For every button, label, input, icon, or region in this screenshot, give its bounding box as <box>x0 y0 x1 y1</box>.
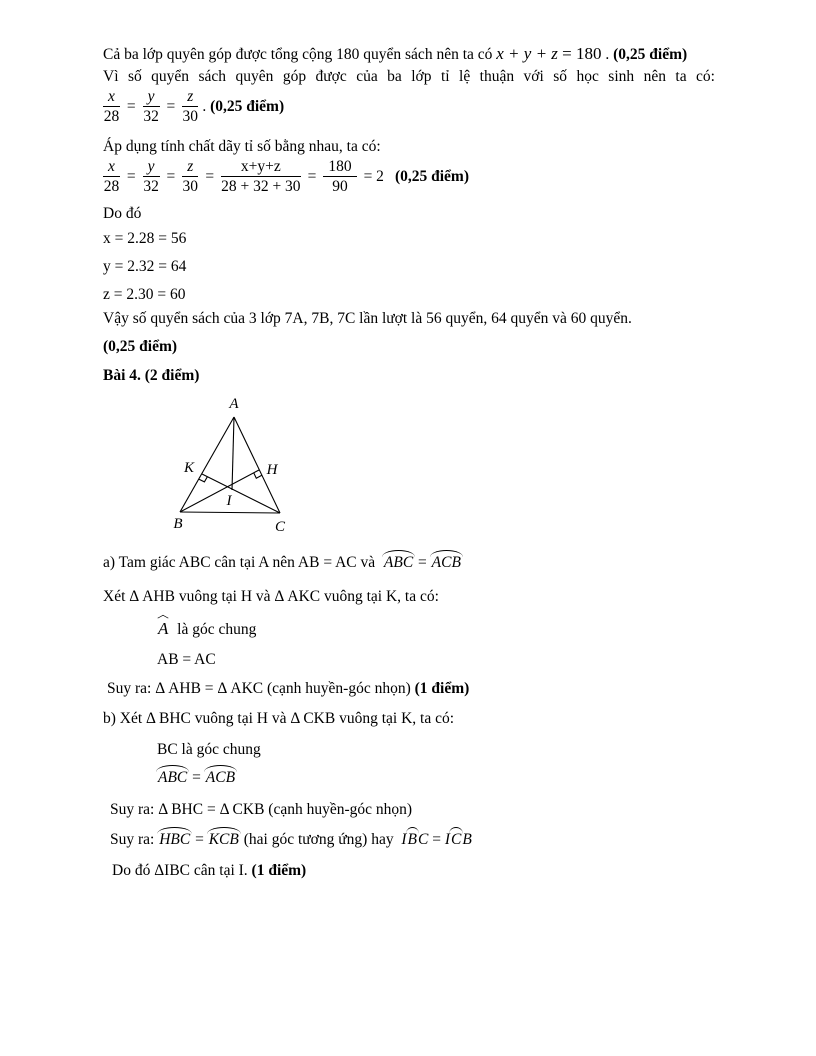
point-label-H: H <box>266 462 278 478</box>
common-side-line: BC là góc chung <box>157 741 261 758</box>
numerator: z <box>182 158 198 177</box>
right-angle-mark-K <box>199 477 207 482</box>
part-b-angles <box>110 830 472 849</box>
fraction <box>182 88 198 125</box>
ratio-equation-2 <box>103 158 469 195</box>
line-conclusion: Vậy số quyển sách của 3 lớp 7A, 7B, 7C lần lượt là 56 quyển, 64 quyển và 60 quyển. <box>103 310 632 327</box>
common-angle-line <box>157 618 256 639</box>
equals-sign: = <box>166 97 176 115</box>
fraction <box>143 158 160 195</box>
ratio-equation-1 <box>103 88 284 125</box>
points-badge: (0,25 điểm) <box>210 97 285 115</box>
angle-ACB: ACB <box>431 554 461 571</box>
angle-B-arc: B <box>407 831 417 848</box>
equals-sign: = <box>414 554 431 571</box>
angle-A-hat: A <box>158 619 169 638</box>
line-apply-property: Áp dụng tính chất dãy tỉ số bằng nhau, ta có: <box>103 138 381 155</box>
equation-y: y = 2.32 = 64 <box>103 258 187 275</box>
problem-4-heading: Bài 4. (2 điểm) <box>103 367 200 384</box>
denominator: 30 <box>182 108 199 126</box>
text-run: Suy ra: Δ AHB = Δ AKC (cạnh huyền-góc nhọn) <box>107 680 415 697</box>
right-angle-mark-H <box>254 473 262 478</box>
denominator: 28 + 32 + 30 <box>221 178 301 196</box>
vertex-label-B: B <box>173 516 183 532</box>
result-value: = 2 <box>363 167 384 185</box>
denominator: 28 <box>103 108 120 126</box>
part-a-statement <box>103 553 462 572</box>
points-badge: (0,25 điểm) <box>103 338 178 355</box>
equal-sides-line: AB = AC <box>157 651 216 668</box>
equals-sign: = <box>205 167 215 185</box>
text-run: (hai góc tương ứng) hay <box>239 831 402 848</box>
equation-x: x = 2.28 = 56 <box>103 230 187 247</box>
angle-KCB: KCB <box>208 831 239 848</box>
angle-C-arc: C <box>450 831 462 848</box>
text-run: là góc chung <box>169 621 257 638</box>
line-total-books <box>103 43 687 64</box>
angle-ABC: ABC <box>383 554 414 571</box>
denominator: 32 <box>143 178 159 196</box>
equals-sign: = <box>166 167 176 185</box>
side-BC <box>180 512 280 513</box>
numerator: x+y+z <box>221 158 300 177</box>
denominator: 28 <box>103 178 120 196</box>
numerator: y <box>143 158 160 177</box>
points-badge: (0,25 điểm) <box>613 46 688 63</box>
numerator: y <box>143 88 160 107</box>
fraction <box>182 158 198 195</box>
text-run: Suy ra: <box>110 831 159 848</box>
numerator: z <box>182 88 198 107</box>
equals-sign: = <box>126 97 136 115</box>
separator: . <box>601 46 614 63</box>
vertex-label-A: A <box>229 396 239 412</box>
equals-sign: = <box>307 167 317 185</box>
vertex-label-C: C <box>274 519 286 535</box>
point-label-K: K <box>183 460 195 476</box>
geometry-diagram <box>158 392 308 549</box>
equals-sign: = <box>191 831 208 848</box>
text-run: a) Tam giác ABC cân tại A nên AB = AC và <box>103 554 383 571</box>
denominator: 90 <box>332 178 348 196</box>
math-eq180: = 180 <box>557 44 602 63</box>
letter-I: I <box>401 831 407 848</box>
fraction <box>103 88 120 125</box>
part-b-congruence: Suy ra: Δ BHC = Δ CKB (cạnh huyền-góc nhọn) <box>110 801 413 818</box>
math-xyz: x + y + z <box>496 44 558 63</box>
denominator: 30 <box>182 178 199 196</box>
points-badge: (1 điểm) <box>414 680 470 697</box>
triangle-figure <box>158 392 308 544</box>
segment-AI <box>232 417 234 490</box>
points-badge: (1 điểm) <box>251 862 307 879</box>
numerator: x <box>103 88 120 107</box>
line-proportional: Vì số quyển sách quyên góp được của ba lớp tỉ lệ thuận với số học sinh nên ta có: <box>103 68 715 85</box>
line-therefore: Do đó <box>103 205 142 222</box>
numerator: 180 <box>323 158 356 177</box>
part-b-consider: b) Xét Δ BHC vuông tại H và Δ CKB vuông tại K, ta có: <box>103 710 455 727</box>
points-badge: (0,25 điểm) <box>394 167 469 185</box>
equal-angles-line <box>157 768 236 787</box>
letter-B: B <box>462 831 472 848</box>
letter-I: I <box>444 831 450 848</box>
text-run: Do đó ΔIBC cân tại I. <box>112 862 252 879</box>
equals-sign: = <box>188 769 205 786</box>
equals-sign: = <box>428 831 445 848</box>
part-a-conclusion <box>107 679 469 698</box>
letter-C: C <box>417 831 429 848</box>
fraction <box>103 158 120 195</box>
denominator: 32 <box>143 108 159 126</box>
equation-z: z = 2.30 = 60 <box>103 286 186 303</box>
angle-ABC: ABC <box>158 769 188 786</box>
part-b-conclusion <box>112 861 306 880</box>
fraction <box>221 158 300 195</box>
equals-sign: = <box>126 167 136 185</box>
text-run: Cả ba lớp quyên góp được tổng cộng 180 quyển sách nên ta có <box>103 46 497 63</box>
numerator: x <box>103 158 120 177</box>
fraction <box>323 158 356 195</box>
fraction <box>143 88 160 125</box>
angle-ACB: ACB <box>205 769 236 786</box>
separator: . <box>202 97 211 115</box>
angle-HBC: HBC <box>159 831 191 848</box>
point-label-I: I <box>226 493 232 509</box>
part-a-consider: Xét Δ AHB vuông tại H và Δ AKC vuông tại K, ta có: <box>103 588 439 605</box>
